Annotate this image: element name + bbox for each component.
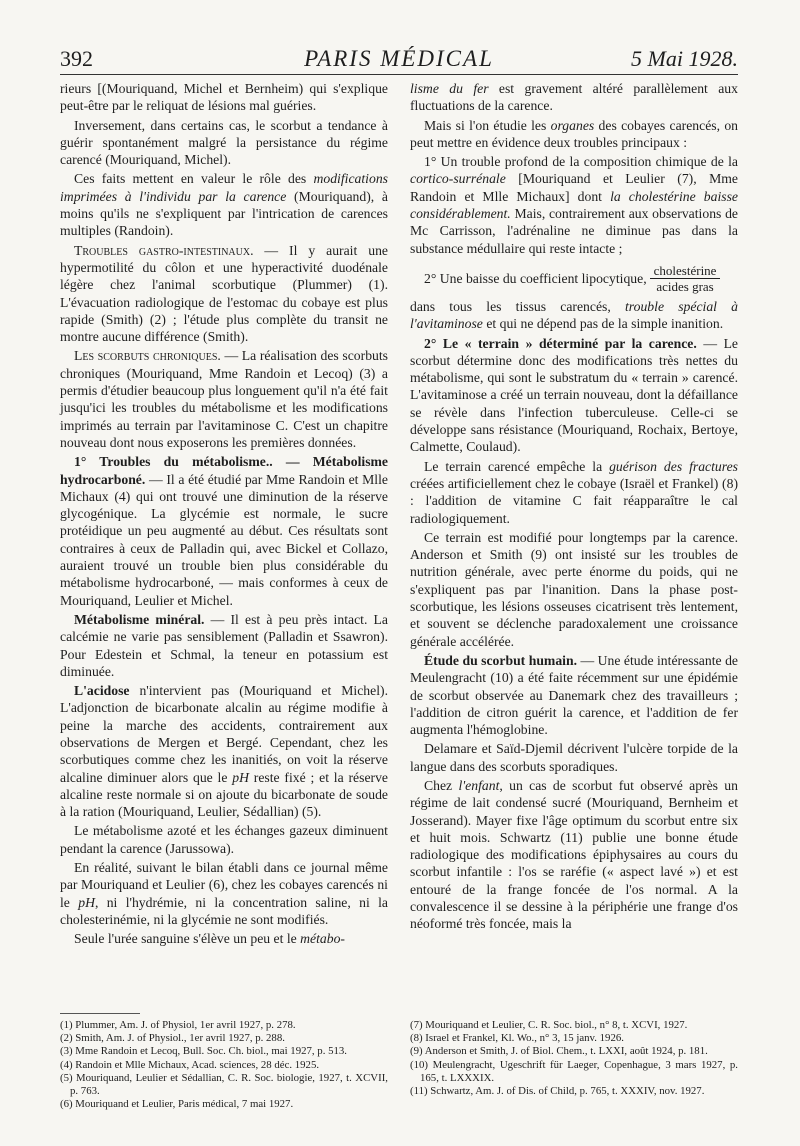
footnote: (10) Meulengracht, Ugeschrift für Laeger, Copenhague, 3 mars 1927, p. 165, t. LXXXIX. (410, 1058, 738, 1084)
footnote: (9) Anderson et Smith, J. of Biol. Chem., t. LXXI, août 1924, p. 181. (410, 1045, 708, 1058)
paragraph: dans tous les tissus carencés, trouble spécial à l'avitaminose et qui ne dépend pas de la simple inanition. (410, 298, 738, 332)
paragraph: Ces faits mettent en valeur le rôle des modifications imprimées à l'individu par la carence (Mouriquand), à moins qu'ils ne s'expliquent par l'intrication de carences multiples (Randoin). (60, 171, 388, 239)
footnote-rule (60, 1013, 140, 1014)
paragraph: En réalité, suivant le bilan établi dans ce journal même par Mouriquand et Leulier (6), chez les cobayes carencés ni le pH, ni l'hydrémie, ni la concentration saline, ni la cholesterinémie, ni la glycémie ne sont modifiés. (60, 860, 388, 927)
left-column (60, 80, 388, 950)
footnotes-left (60, 1019, 388, 1111)
paragraph: Inversement, dans certains cas, le scorbut a tendance à guérir spontanément malgré la persistance du régime carencé (Mouriquand, Michel). (60, 117, 388, 168)
issue-date: 5 Mai 1928. (631, 46, 738, 71)
section-mineral: Métabolisme minéral. — Il est à peu près intact. La calcémie ne varie pas sensiblement (Palladin et Ssawron). Pour Edestein et Schmal, la teneur en potassium est diminuée. (60, 611, 388, 679)
header-rule (60, 74, 738, 75)
paragraph: Le terrain carencé empêche la guérison des fractures créées artificiellement chez le cobaye (Israël et Frankel) (8) : l'addition de vitamine C fait réapparaître le cal radiologiquement. (410, 458, 738, 526)
section-heading: Troubles gastro-intestinaux. (74, 242, 254, 258)
footnotes-right (410, 1019, 738, 1098)
section-heading: Métabolisme minéral. (74, 611, 205, 627)
fraction-numerator: cholestérine (650, 263, 721, 279)
paragraph: rieurs [(Mouriquand, Michel et Bernheim) qui s'explique peut-être par le reliquat de lésions mal guéries. (60, 81, 388, 114)
paragraph: Chez l'enfant, un cas de scorbut fut observé après un régime de lait condensé sucré (Mouriquand, Bernheim et Josserand). Mayer fixe l'âge optimum du scorbut entre six et huit mois. Schwartz (11) publie une bonne étude radiologique des modifications épiphysaires au cours du scorbut infantile : l'os se raréfie (« aspect lavé ») et est entouré de la frange foncée de l'os normal. A la convalescence il se dessine à la périphérie une frange d'os néoformé très foncée, mais la (410, 777, 738, 932)
section-heading: 1° Troubles du métabolisme.. — Métabolisme hydrocarboné. (60, 454, 388, 487)
lipocytic-formula (410, 263, 738, 294)
paragraph: 1° Un trouble profond de la composition chimique de la cortico-surrénale [Mouriquand et Leulier (7), Mme Randoin et Mlle Michaux] dont la cholestérine baisse considérablement. Mais, contrairement aux observations de Mc Carrisson, l'adrénaline ne diminue pas dans la substance médullaire qui reste intacte ; (410, 154, 738, 256)
footnote: (2) Smith, Am. J. of Physiol., 1er avril 1927, p. 288. (60, 1032, 285, 1045)
footnote: (5) Mouriquand, Leulier et Sédallian, C. R. Soc. biologie, 1927, t. XCVII, p. 763. (60, 1071, 388, 1098)
footnote: (4) Randoin et Mlle Michaux, Acad. sciences, 28 déc. 1925. (60, 1058, 320, 1071)
section-heading: Les scorbuts chroniques. (74, 348, 221, 364)
right-column (410, 80, 738, 935)
journal-title: PARIS MÉDICAL (304, 46, 494, 71)
paragraph: Ce terrain est modifié pour longtemps par la carence. Anderson et Smith (9) ont insisté sur les troubles de nutrition générale, avec perte énorme du poids, qui ne s'expliquent pas par l'inanition. Dans la phase post-scorbutique, les lésions osseuses cicatrisent très lentement, et souvent se déclenche paradoxalement une croissance générale accélérée. (410, 529, 738, 649)
page-number: 392 (60, 46, 93, 71)
paragraph: lisme du fer est gravement altéré parallèlement aux fluctuations de la carence. (410, 81, 738, 114)
footnote: (6) Mouriquand et Leulier, Paris médical, 7 mai 1927. (60, 1098, 294, 1111)
paragraph: Seule l'urée sanguine s'élève un peu et le métabo- (74, 931, 345, 947)
page-header (60, 38, 738, 72)
paragraph: Le métabolisme azoté et les échanges gazeux diminuent pendant la carence (Jarussowa). (60, 823, 388, 856)
footnote: (1) Plummer, Am. J. of Physiol, 1er avril 1927, p. 278. (60, 1019, 296, 1031)
section-heading: Étude du scorbut humain. (424, 652, 578, 668)
fraction-denominator: acides gras (656, 278, 714, 294)
footnote: (8) Israel et Frankel, Kl. Wo., n° 3, 15 janv. 1926. (410, 1032, 624, 1045)
paragraph: Mais si l'on étudie les organes des cobayes carencés, on peut mettre en évidence deux troubles principaux : (410, 117, 739, 150)
section-human-scurvy: Étude du scorbut humain. — Une étude intéressante de Meulengracht (10) a été faite récemment sur une épidémie de scorbut observée au Danemark chez des travailleurs ; l'addition de citron guérit la carence, et l'addition de fer augmenta l'hémoglobine. (410, 652, 738, 738)
section-heading: 2° Le « terrain » déterminé par la carence. (424, 335, 697, 351)
section-terrain: 2° Le « terrain » déterminé par la carence. — Le scorbut détermine donc des modifications très nettes du métabolisme, qui sont le substratum du « terrain » carencé. L'avitaminose a créé un terrain nouveau, dont la défaillance se révèle dans l'infection tuberculeuse. Celle-ci se développe sans résistance (Mouriquand, Rochaix, Bertoye, Calmette, Coulaud). (410, 335, 738, 455)
footnote: (11) Schwartz, Am. J. of Dis. of Child, p. 765, t. XXXIV, nov. 1927. (410, 1085, 705, 1098)
fraction (650, 263, 721, 294)
footnote: (7) Mouriquand et Leulier, C. R. Soc. biol., n° 8, t. XCVI, 1927. (410, 1019, 688, 1031)
footnote: (3) Mme Randoin et Lecoq, Bull. Soc. Ch. biol., mai 1927, p. 513. (60, 1045, 347, 1058)
paragraph: L'acidose n'intervient pas (Mouriquand et Michel). L'adjonction de bicarbonate alcalin au régime modifie à peine la marche des accidents, contrairement aux observations de Mergen et Bergé. Cependant, chez les scorbutiques comme chez les inanitiés, on voit la réserve alcaline diminuer alors que le pH reste fixé ; et la réserve alcaline reste normale si on ajoute du bicarbonate de soude à la ration (Mouriquand, Leulier, Sédallian) (5). (60, 683, 388, 820)
paragraph: Delamare et Saïd-Djemil décrivent l'ulcère torpide de la langue dans des scorbuts sporadiques. (410, 741, 738, 774)
section-chronic: Les scorbuts chroniques. — La réalisation des scorbuts chroniques (Mouriquand, Mme Randoin et Lecoq) (3) a permis d'étudier beaucoup plus longuement qu'il n'a été fait jusqu'ici les troubles du métabolisme et les modifications imprimés au terrain par l'avitaminose C. C'est un chapitre nouveau dont nous exposerons les premières données. (60, 348, 389, 450)
section-metabolism: 1° Troubles du métabolisme.. — Métabolisme hydrocarboné. — Il a été étudié par Mme Randoin et Mlle Michaux (4) qui ont trouvé une diminution de la réserve glycogénique. La glycémie est normale, le sucre protéidique un peu augmenté au début. Ces résultats sont contraires à ceux de Palladin qui, avec Bickel et Collazo, auraient trouvé un trouble bien plus considérable du métabolisme hydrocarboné, — mais conformes à ceux de Mouriquand, Leulier et Michel. (60, 454, 388, 608)
formula-lead: 2° Une baisse du coefficient lipocytique, (424, 270, 647, 286)
section-gastro: Troubles gastro-intestinaux. — Il y aurait une hypermotilité du côlon et une hyperactivité duodénale légère chez l'animal scorbutique (Plummer) (1). L'évacuation radiologique de l'estomac du cobaye est plus rapide (Smith) (2) ; l'étude plus complète du transit ne montre aucune différence (Smith). (60, 242, 388, 345)
